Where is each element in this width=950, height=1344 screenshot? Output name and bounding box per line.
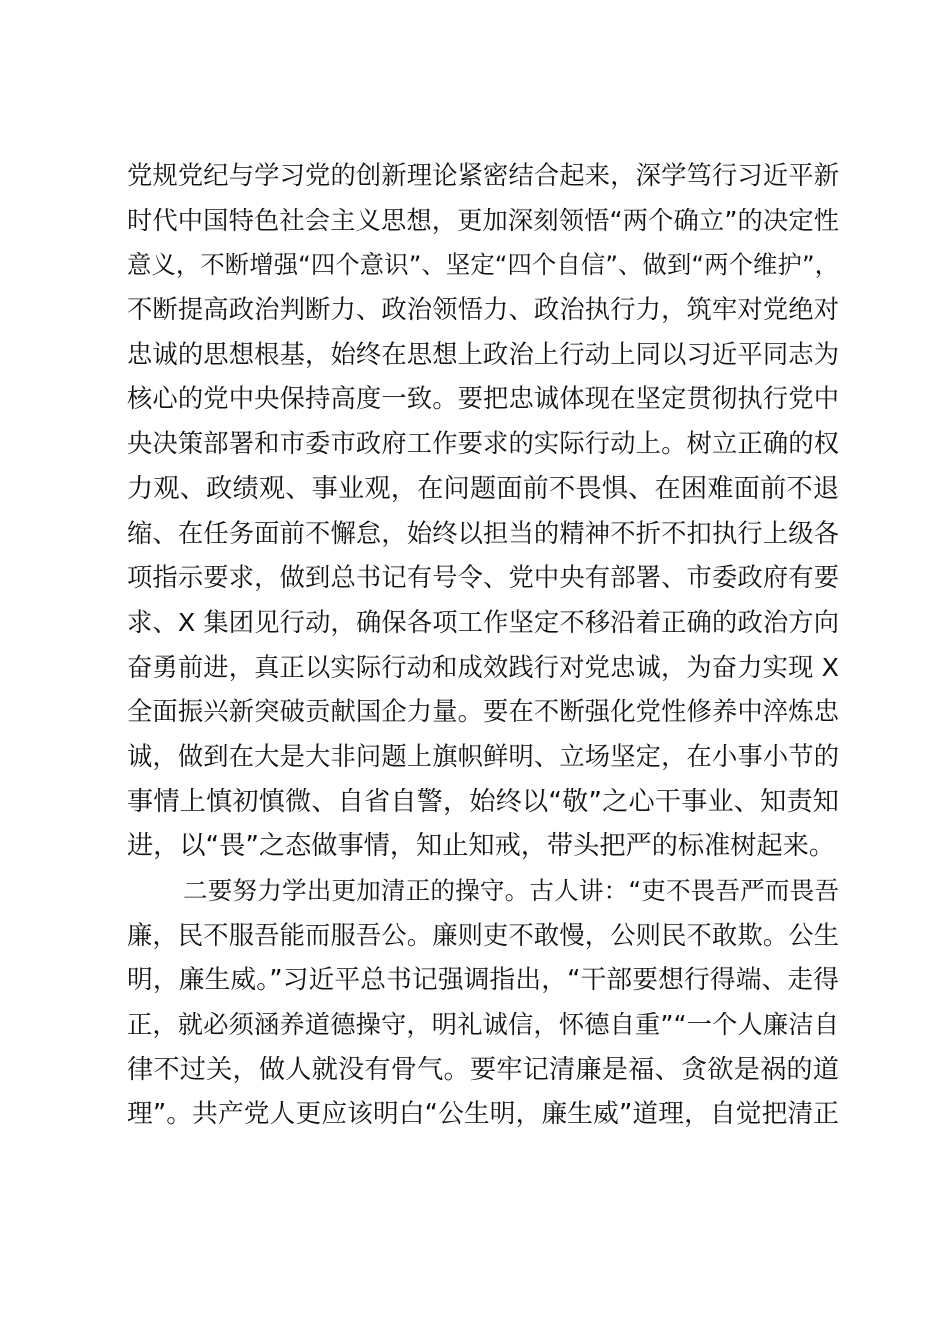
text-line: 力观、政绩观、事业观，在问题面前不畏惧、在困难面前不退 [127, 473, 839, 504]
text-line: 核心的党中央保持高度一致。要把忠诚体现在坚定贯彻执行党中 [127, 384, 839, 414]
paragraph-start-line: 二要努力学出更加清正的操守。古人讲：“吏不畏吾严而畏吾 [183, 876, 839, 905]
text-line: 项指示要求，做到总书记有号令、党中央有部署、市委政府有要 [127, 563, 839, 593]
text-line: 诚，做到在大是大非问题上旗帜鲜明、立场坚定，在小事小节的 [127, 741, 839, 771]
text-line: 明，廉生威。”习近平总书记强调指出，“干部要想行得端、走得 [127, 965, 839, 996]
text-line: 律不过关，做人就没有骨气。要牢记清廉是福、贪欲是祸的道 [127, 1054, 839, 1085]
text-line: 事情上慎初慎微、自省自警，始终以“敬”之心干事业、知责知 [127, 786, 839, 817]
text-line: 意义，不断增强“四个意识”、坚定“四个自信”、做到“两个维护”， [127, 250, 839, 280]
text-line: 奋勇前进，真正以实际行动和成效践行对党忠诚，为奋力实现 X [127, 652, 839, 682]
text-line: 全面振兴新突破贡献国企力量。要在不断强化党性修养中淬炼忠 [127, 697, 839, 727]
text-line: 忠诚的思想根基，始终在思想上政治上行动上同以习近平同志为 [127, 339, 839, 369]
text-line: 党规党纪与学习党的创新理论紧密结合起来，深学笃行习近平新 [127, 161, 839, 190]
text-line: 进，以“畏”之态做事情，知止知戒，带头把严的标准树起来。 [127, 831, 836, 862]
text-line: 缩、在任务面前不懈怠，始终以担当的精神不折不扣执行上级各 [127, 518, 839, 548]
text-line: 正，就必须涵养道德操守，明礼诚信，怀德自重”“一个人廉洁自 [127, 1010, 839, 1040]
text-line: 求、X 集团见行动，确保各项工作坚定不移沿着正确的政治方向 [127, 607, 839, 637]
text-line: 央决策部署和市委市政府工作要求的实际行动上。树立正确的权 [127, 429, 839, 459]
text-line: 廉，民不服吾能而服吾公。廉则吏不敢慢，公则民不敢欺。公生 [127, 920, 839, 950]
text-line: 时代中国特色社会主义思想，更加深刻领悟“两个确立”的决定性 [127, 205, 839, 235]
text-line: 不断提高政治判断力、政治领悟力、政治执行力，筑牢对党绝对 [127, 295, 839, 325]
text-line: 理”。共产党人更应该明白“公生明，廉生威”道理，自觉把清正 [127, 1099, 839, 1130]
body-text [127, 154, 839, 1137]
